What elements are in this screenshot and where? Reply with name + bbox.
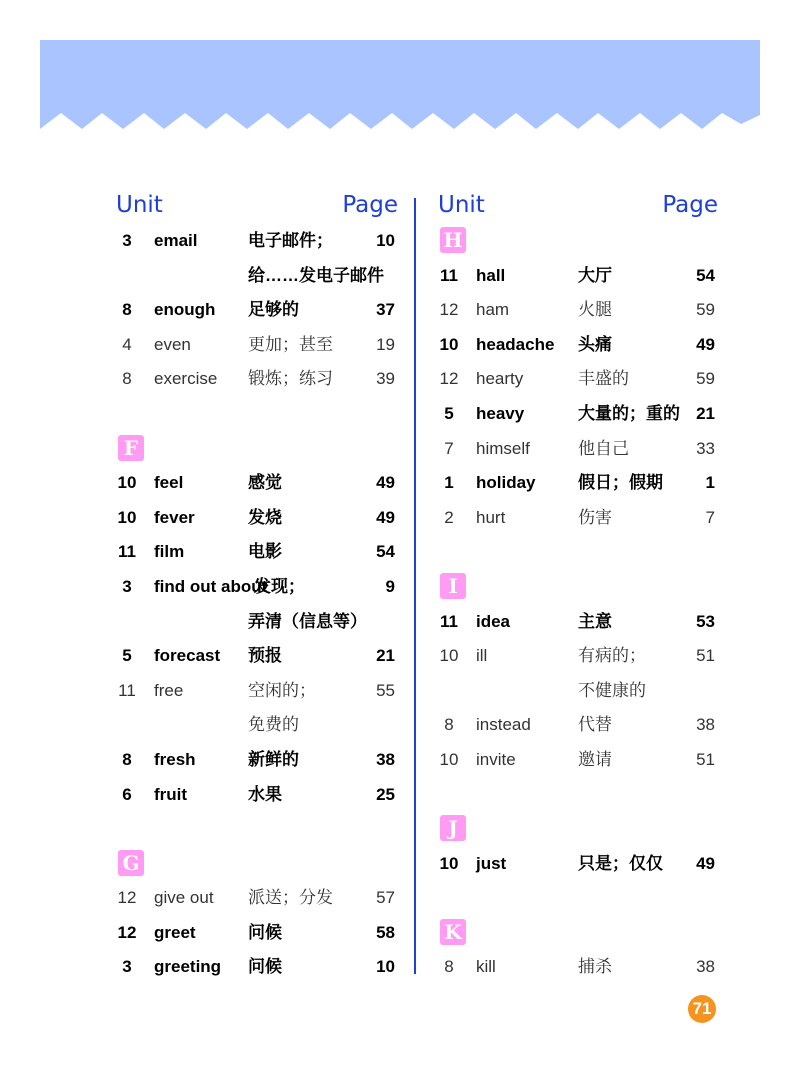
letter-section [438, 916, 718, 951]
entry-word: hurt [476, 507, 506, 527]
entry-meaning: 足够的 [248, 300, 299, 320]
page-ref: 49 [376, 507, 395, 527]
index-entry [116, 259, 398, 294]
unit-number: 11 [118, 680, 136, 700]
entry-meaning: 感觉 [248, 473, 282, 493]
entry-meaning: 大厅 [578, 265, 612, 285]
page-ref: 38 [696, 957, 715, 977]
section-gap [438, 881, 718, 916]
page-ref: 19 [376, 334, 395, 354]
unit-number: 12 [117, 888, 137, 908]
letter-badge: G [118, 850, 144, 876]
unit-number: 10 [439, 334, 459, 354]
section-gap [438, 535, 718, 570]
entry-meaning: 捕杀 [578, 957, 612, 977]
entry-meaning: 弄清（信息等） [248, 611, 367, 631]
unit-number: 8 [122, 369, 132, 389]
index-entry [438, 501, 718, 536]
entry-word: himself [476, 438, 530, 458]
entry-meaning: 锻炼；练习 [248, 369, 333, 389]
section-gap [116, 397, 398, 432]
entry-word: film [154, 542, 185, 562]
index-entry [438, 432, 718, 467]
page-ref: 38 [376, 749, 395, 769]
index-entry [116, 570, 398, 605]
entry-word: even [154, 334, 191, 354]
entry-word: invite [476, 749, 516, 769]
unit-number: 5 [444, 403, 454, 423]
column-header [438, 190, 718, 224]
index-entry [438, 397, 718, 432]
page-ref: 51 [696, 749, 715, 769]
entry-word: instead [476, 715, 531, 735]
entry-word: feel [154, 473, 184, 493]
entry-word: find out about [154, 576, 268, 596]
unit-number: 8 [444, 715, 454, 735]
page-ref: 10 [376, 231, 395, 250]
page-ref: 59 [696, 300, 715, 320]
entry-meaning: 火腿 [578, 300, 612, 320]
unit-number: 10 [439, 749, 459, 769]
entry-meaning: 大量的；重的 [578, 403, 680, 423]
index-entry [116, 674, 398, 709]
index-entry [438, 639, 718, 674]
page-ref: 38 [696, 715, 715, 735]
entry-meaning: 有病的； [578, 646, 646, 666]
page-ref: 53 [696, 611, 715, 631]
entry-word: free [154, 680, 184, 700]
entry-word: just [476, 853, 507, 873]
page-ref: 54 [696, 265, 715, 285]
index-entry [116, 328, 398, 363]
unit-number: 3 [122, 231, 132, 250]
unit-number: 3 [122, 957, 132, 977]
entry-meaning: 免费的 [248, 715, 299, 735]
entry-word: idea [476, 611, 511, 631]
unit-number: 11 [440, 611, 458, 631]
page-heading: Page [662, 192, 718, 218]
page-ref: 9 [385, 576, 395, 596]
entry-meaning: 更加；甚至 [248, 334, 333, 354]
unit-number: 10 [117, 507, 137, 527]
entry-meaning: 派送；分发 [248, 888, 333, 908]
header-banner [40, 40, 760, 132]
letter-badge: J [440, 815, 466, 841]
index-entry [116, 293, 398, 328]
unit-number: 11 [440, 265, 458, 285]
unit-heading: Unit [438, 192, 485, 218]
page-ref: 21 [696, 403, 715, 423]
entry-meaning: 头痛 [578, 334, 612, 354]
entry-word: fresh [154, 749, 196, 769]
zigzag-banner-shape [40, 40, 760, 129]
page-ref: 33 [696, 438, 715, 458]
page-heading: Page [342, 192, 398, 218]
unit-number: 12 [439, 300, 459, 320]
entry-word: exercise [154, 369, 218, 389]
unit-number: 2 [444, 507, 454, 527]
entry-meaning: 只是；仅仅 [578, 853, 663, 873]
index-column-right [438, 190, 718, 985]
letter-section [438, 570, 718, 605]
index-entry [116, 881, 398, 916]
unit-number: 8 [122, 749, 132, 769]
entry-meaning: 空闲的； [248, 680, 316, 700]
letter-badge: F [118, 435, 144, 461]
unit-number: 8 [444, 957, 454, 977]
index-entry [438, 950, 718, 985]
index-column-left [116, 190, 398, 985]
letter-badge: H [440, 227, 466, 253]
entry-meaning: 预报 [248, 646, 282, 666]
index-entry [438, 674, 718, 709]
entry-word: heavy [476, 403, 525, 423]
entry-meaning: 水果 [248, 784, 282, 804]
page-ref: 10 [376, 957, 395, 977]
unit-number: 7 [444, 438, 454, 458]
unit-number: 4 [122, 334, 132, 354]
page-ref: 37 [376, 300, 395, 320]
page-ref: 49 [696, 853, 715, 873]
entry-meaning: 电影 [248, 542, 282, 562]
entry-word: email [154, 231, 198, 250]
index-entry [438, 708, 718, 743]
entry-word: greeting [154, 957, 222, 977]
index-entry [116, 916, 398, 951]
entry-word: fruit [154, 784, 188, 804]
entry-list [116, 224, 398, 985]
entry-meaning: 电子邮件； [248, 231, 333, 250]
entry-meaning: 不健康的 [578, 680, 646, 700]
page-ref: 54 [376, 542, 395, 562]
entry-meaning: 问候 [248, 957, 282, 977]
entry-meaning: 问候 [248, 922, 282, 942]
entry-word: ham [476, 300, 510, 320]
entry-meaning: 发现； [254, 576, 305, 596]
page-ref: 57 [376, 888, 395, 908]
entry-word: fever [154, 507, 195, 527]
unit-number: 6 [122, 784, 132, 804]
page-ref: 25 [376, 784, 395, 804]
entry-list [438, 224, 718, 985]
unit-number: 12 [117, 922, 137, 942]
page-ref: 55 [376, 680, 395, 700]
letter-badge: K [440, 919, 466, 945]
letter-section [116, 432, 398, 467]
column-header [116, 190, 398, 224]
index-entry [116, 639, 398, 674]
entry-meaning: 丰盛的 [578, 369, 629, 389]
entry-word: forecast [154, 646, 221, 666]
entry-word: enough [154, 300, 216, 320]
index-entry [116, 605, 398, 640]
unit-number: 1 [444, 473, 454, 493]
entry-meaning: 邀请 [578, 749, 612, 769]
index-entry [438, 362, 718, 397]
index-entry [116, 466, 398, 501]
index-entry [116, 362, 398, 397]
entry-word: hall [476, 265, 506, 285]
index-entry [116, 501, 398, 536]
entry-meaning: 代替 [578, 715, 612, 735]
letter-section [116, 847, 398, 882]
entry-word: give out [154, 888, 214, 908]
entry-meaning: 新鲜的 [248, 749, 299, 769]
page-ref: 58 [376, 922, 395, 942]
unit-number: 10 [439, 646, 459, 666]
unit-number: 5 [122, 646, 132, 666]
index-entry [438, 847, 718, 882]
entry-word: holiday [476, 473, 536, 493]
entry-word: hearty [476, 369, 524, 389]
letter-badge: I [440, 573, 466, 599]
entry-meaning: 伤害 [578, 507, 612, 527]
index-entry [438, 466, 718, 501]
entry-word: headache [476, 334, 555, 354]
index-entry [438, 605, 718, 640]
index-entry [116, 950, 398, 985]
entry-word: greet [154, 922, 196, 942]
page-ref: 59 [696, 369, 715, 389]
unit-number: 11 [118, 542, 136, 562]
entry-meaning: 主意 [578, 611, 612, 631]
entry-word: kill [476, 957, 496, 977]
index-entry [438, 328, 718, 363]
unit-number: 12 [439, 369, 459, 389]
column-divider [414, 198, 416, 974]
entry-meaning: 假日；假期 [578, 473, 663, 493]
index-entry [116, 743, 398, 778]
page-ref: 1 [705, 473, 715, 493]
unit-number: 3 [122, 576, 132, 596]
section-gap [116, 812, 398, 847]
page-ref: 51 [696, 646, 715, 666]
page-number: 71 [688, 995, 716, 1023]
index-entry [116, 535, 398, 570]
page-ref: 39 [376, 369, 395, 389]
unit-heading: Unit [116, 192, 163, 218]
entry-word: ill [476, 646, 488, 666]
index-entry [438, 743, 718, 778]
index-entry [116, 778, 398, 813]
letter-section [438, 224, 718, 259]
page-ref: 49 [376, 473, 395, 493]
index-entry [438, 293, 718, 328]
entry-meaning: 给……发电子邮件 [248, 265, 384, 285]
unit-number: 10 [117, 473, 137, 493]
unit-number: 10 [439, 853, 459, 873]
page-ref: 21 [376, 646, 395, 666]
index-entry [116, 224, 398, 259]
section-gap [438, 778, 718, 813]
page-ref: 49 [696, 334, 715, 354]
page-ref: 7 [705, 507, 715, 527]
letter-section [438, 812, 718, 847]
entry-meaning: 发烧 [248, 507, 282, 527]
unit-number: 8 [122, 300, 132, 320]
entry-meaning: 他自己 [578, 438, 629, 458]
index-entry [116, 708, 398, 743]
index-entry [438, 259, 718, 294]
